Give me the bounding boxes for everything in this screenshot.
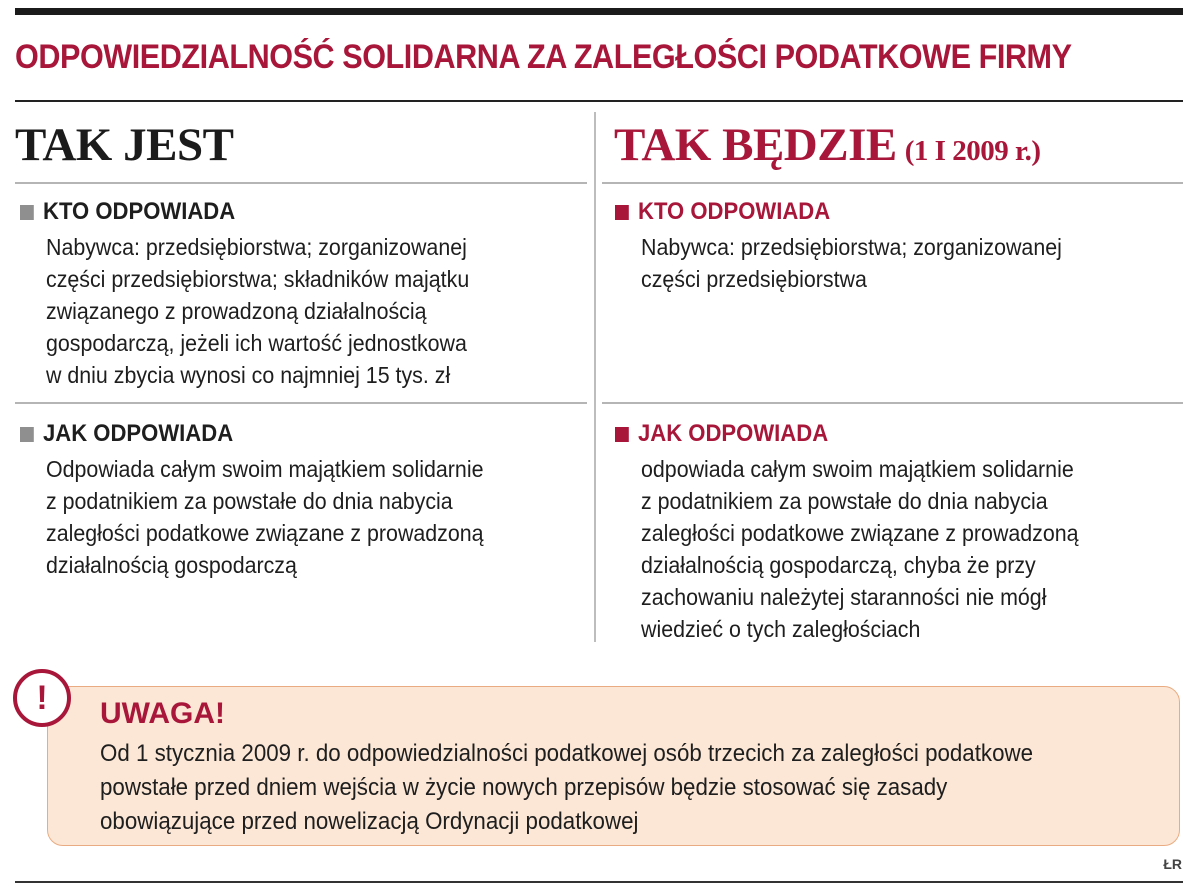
current-state-heading: TAK JEST [15,119,234,171]
title-divider [15,100,1183,102]
exclamation-icon: ! [13,669,71,727]
right-how-label: JAK ODPOWIADA [638,420,829,447]
grey-square-marker-icon [20,427,34,442]
effective-date: (1 I 2009 r.) [904,135,1041,167]
right-who-section [615,198,1200,295]
left-who-label: KTO ODPOWIADA [43,198,236,225]
author-credit: ŁR [1163,856,1182,872]
left-section-rule [15,402,587,404]
left-heading-rule [15,182,587,184]
grey-square-marker-icon [20,205,34,220]
left-how-label: JAK ODPOWIADA [43,420,234,447]
right-section-rule [602,402,1183,404]
left-who-section [20,198,606,391]
red-square-marker-icon [615,427,629,442]
notice-title: UWAGA! [100,697,225,730]
red-square-marker-icon [615,205,629,220]
future-state-heading: TAK BĘDZIE (1 I 2009 r.) [614,119,1041,171]
left-how-section [20,420,606,581]
right-heading-rule [602,182,1183,184]
left-who-text: Nabywca: przedsiębiorstwa; zorganizowanej części przedsiębiorstwa; składników majątku związanego z prowadzoną działalnością gospodarczą, jeżeli ich wartość jednostkowa w dniu zbycia wynosi co najmniej 15 tys. zł [46,234,470,388]
bottom-rule [15,881,1183,883]
right-who-text: Nabywca: przedsiębiorstwa; zorganizowanej części przedsiębiorstwa [641,234,1062,292]
top-rule [15,8,1183,15]
left-how-text: Odpowiada całym swoim majątkiem solidarnie z podatnikiem za powstałe do dnia nabycia zaległości podatkowe związane z prowadzoną działalnością gospodarczą [46,456,484,578]
right-how-section [615,420,1200,645]
right-how-text: odpowiada całym swoim majątkiem solidarnie z podatnikiem za powstałe do dnia nabycia zaległości podatkowe związane z prowadzoną działalnością gospodarczą, chyba że przy zachowaniu należytej staranności nie mógł wiedzieć o tych zaległościach [641,456,1079,642]
notice-text: Od 1 stycznia 2009 r. do odpowiedzialności podatkowej osób trzecich za zaległości podatkowe powstałe przed dniem wejścia w życie nowych przepisów będzie stosować się zasady obowiązujące przed nowelizacją Ordynacji podatkowej [100,740,1034,835]
right-who-label: KTO ODPOWIADA [638,198,831,225]
page-title: ODPOWIEDZIALNOŚĆ SOLIDARNA ZA ZALEGŁOŚCI PODATKOWE FIRMY [15,38,1072,76]
